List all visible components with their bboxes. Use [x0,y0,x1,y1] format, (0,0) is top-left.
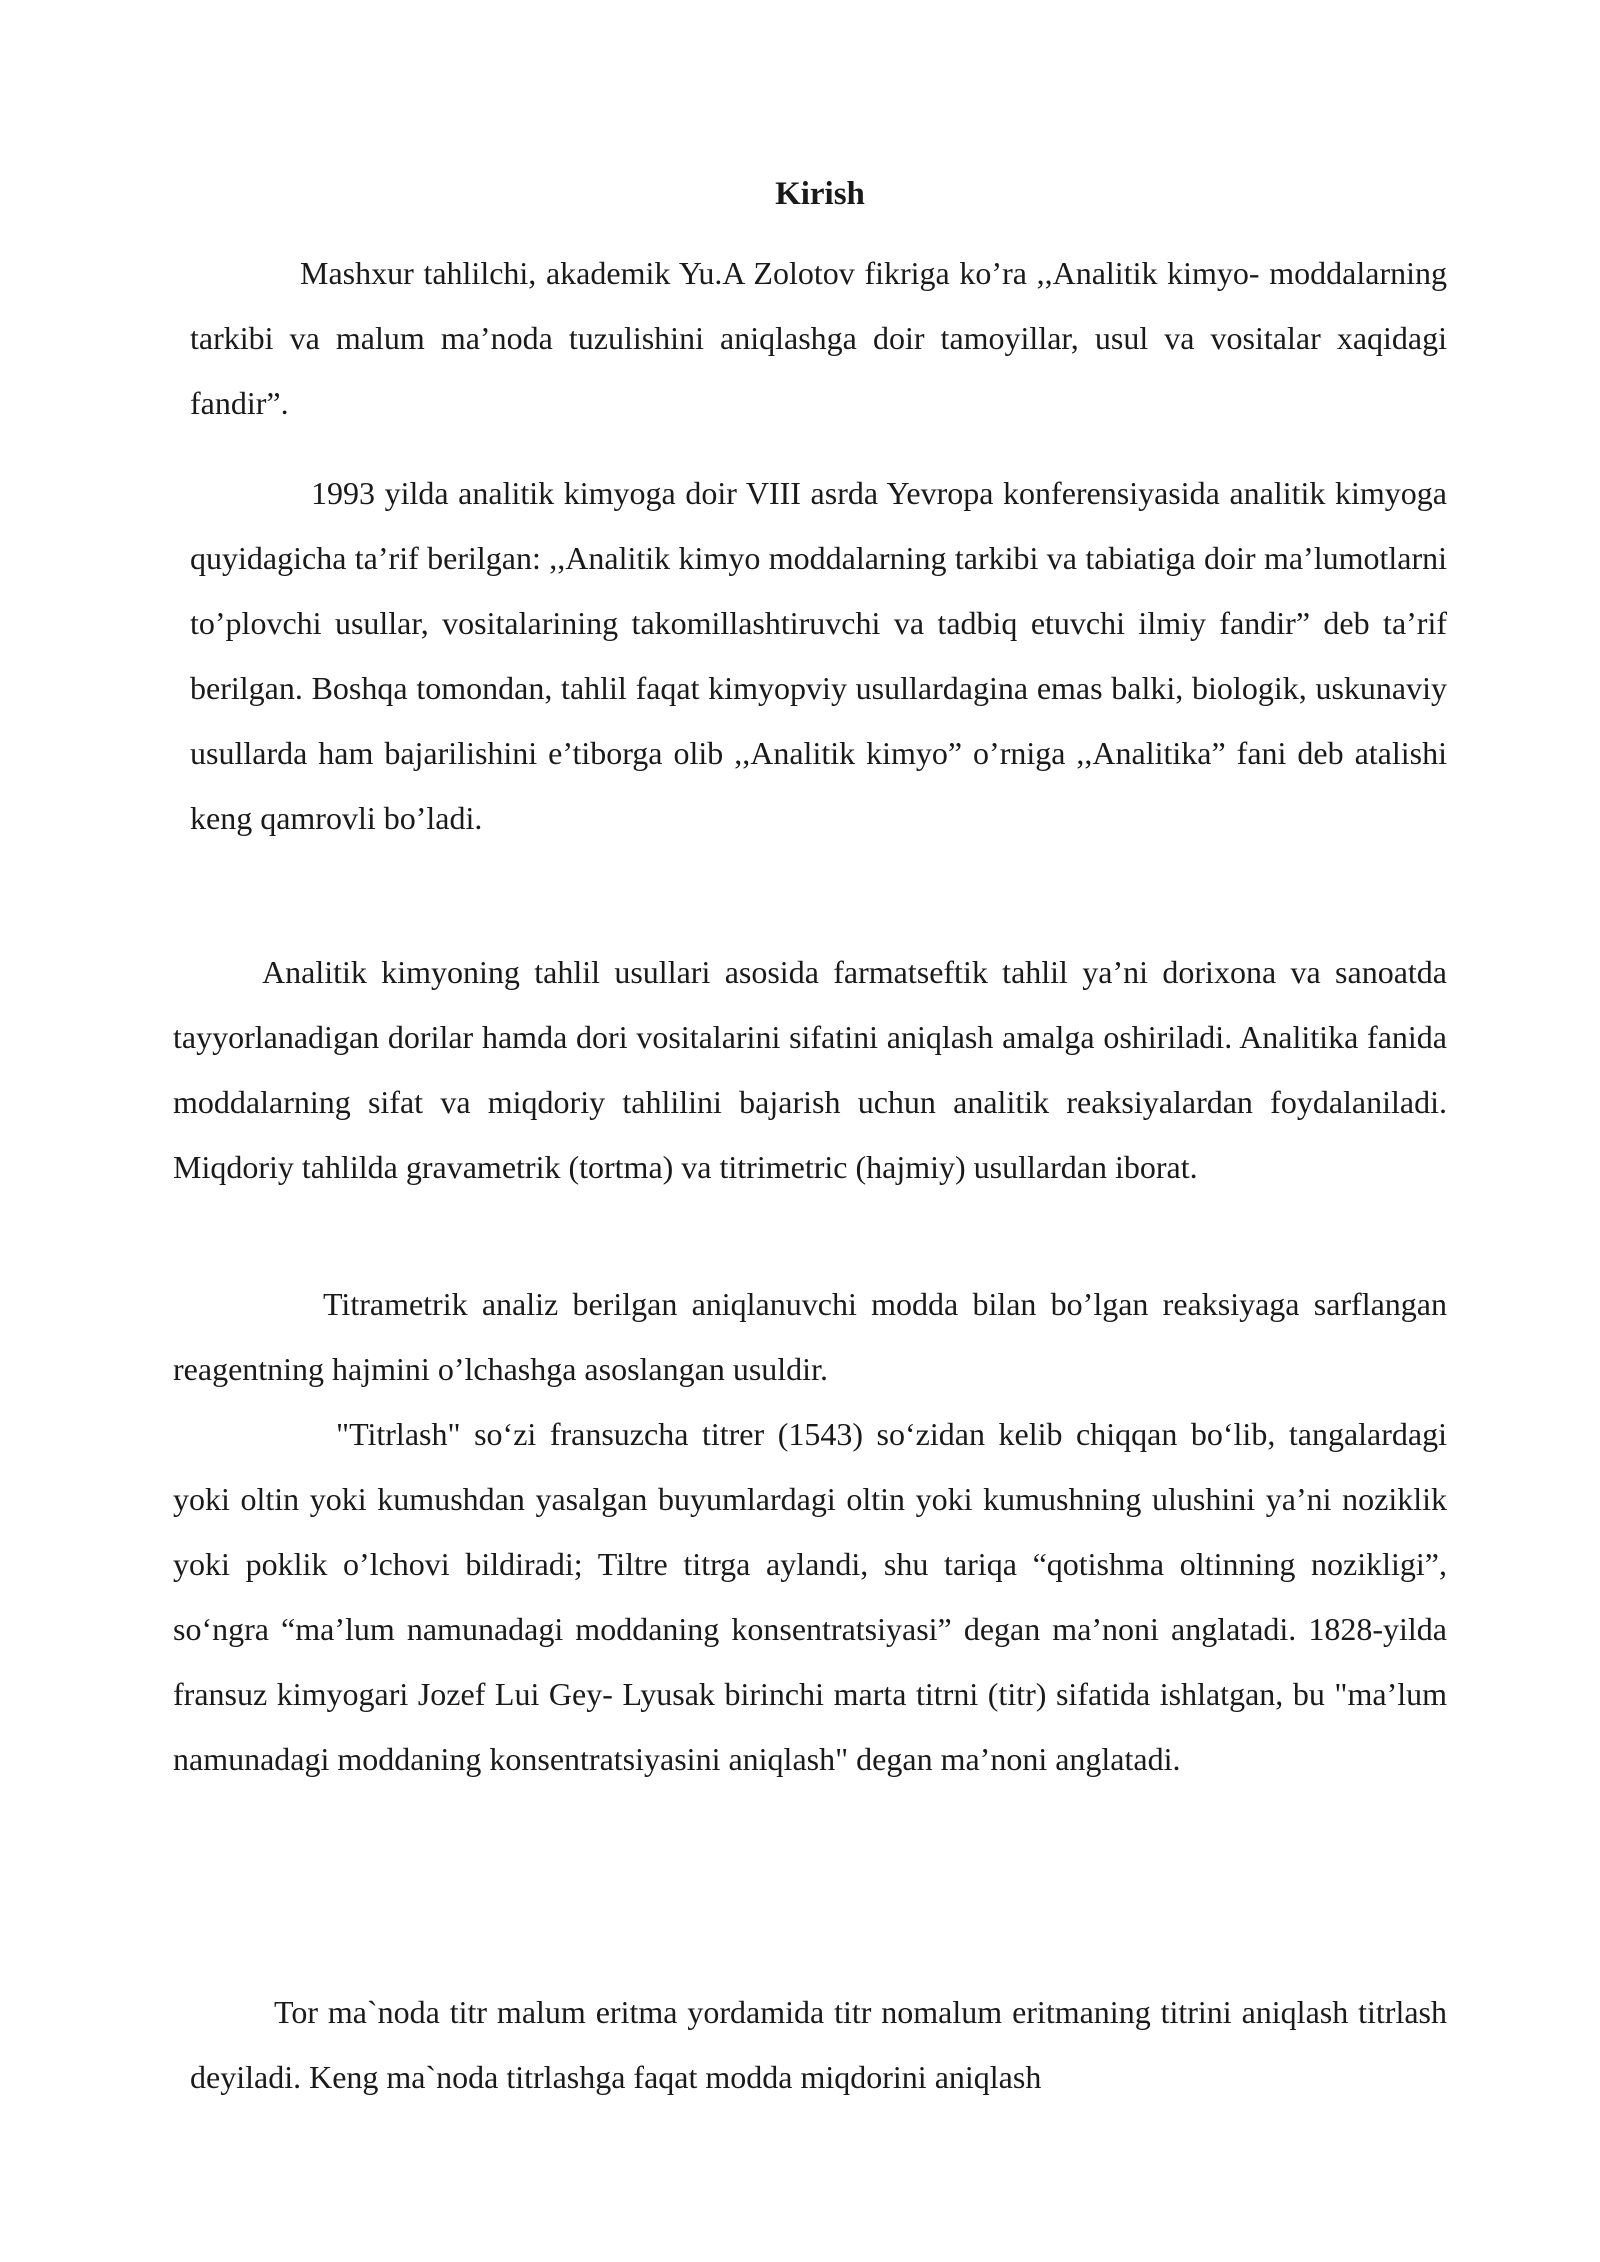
page-title: Kirish [775,176,865,212]
paragraph-titration-etymology: "Titrlash" so‘zi fransuzcha titrer (1543) so‘zidan kelib chiqqan bo‘lib, tangalardagi yoki oltin yoki kumushdan yasalgan buyumlardagi oltin yoki kumushning ulushini ya’ni noziklik yoki poklik o’lchovi bildiradi; Tiltre titrga aylandi, shu tariqa “qotishma oltinning nozikligi”, so‘ngra “ma’lum namunadagi moddaning konsentratsiyasi” degan ma’noni anglatadi. 1828-yilda fransuz kimyogari Jozef Lui Gey- Lyusak birinchi marta titrni (titr) sifatida ishlatgan, bu "ma’lum namunadagi moddaning konsentratsiyasini aniqlash" degan ma’noni anglatadi. [173,1416,1447,1777]
paragraph-definition-1993: 1993 yilda analitik kimyoga doir VIII asrda Yevropa konferensiyasida analitik kimyoga quyidagicha ta’rif berilgan: ,,Analitik kimyo moddalarning tarkibi va tabiatiga doir ma’lumotlarni to’plovchi usullar, vositalarining takomillashtiruvchi va tadbiq etuvchi ilmiy fandir” deb ta’rif berilgan. Boshqa tomondan, tahlil faqat kimyopviy usullardagina emas balki, biologik, uskunaviy usullarda ham bajarilishini e’tiborga olib ,,Analitik kimyo” o’rniga ,,Analitika” fani deb atalishi keng qamrovli bo’ladi. [190,475,1447,836]
paragraph-definition-zolotov: Mashxur tahlilchi, akademik Yu.A Zolotov fikriga ko’ra ,,Analitik kimyo- moddalarning tarkibi va malum ma’noda tuzulishini aniqlashga doir tamoyillar, usul va vositalar xaqidagi fandir”. [190,255,1447,421]
paragraph-titrimetric-analysis: Titrametrik analiz berilgan aniqlanuvchi modda bilan bo’lgan reaksiyaga sarflangan reagentning hajmini o’lchashga asoslangan usuldir. [173,1286,1447,1387]
paragraph-analysis-methods: Analitik kimyoning tahlil usullari asosida farmatseftik tahlil ya’ni dorixona va sanoatda tayyorlanadigan dorilar hamda dori vositalarini sifatini aniqlash amalga oshiriladi. Analitika fanida moddalarning sifat va miqdoriy tahlilini bajarish uchun analitik reaksiyalardan foydalaniladi. Miqdoriy tahlilda gravametrik (tortma) va titrimetric (hajmiy) usullardan iborat. [173,954,1447,1185]
paragraph-titration-meaning: Tor ma`noda titr malum eritma yordamida titr nomalum eritmaning titrini aniqlash titrlash deyiladi. Keng ma`noda titrlashga faqat modda miqdorini aniqlash [190,1994,1447,2095]
